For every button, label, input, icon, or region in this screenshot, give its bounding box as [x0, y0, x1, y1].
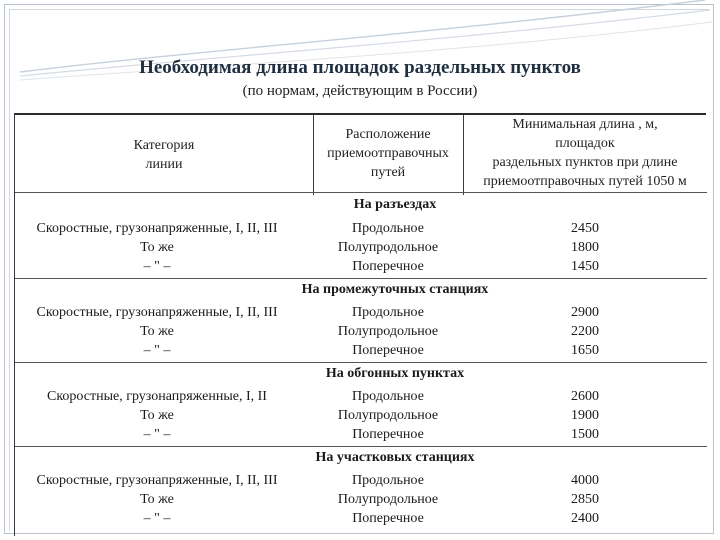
header-category: Категория линии [133, 138, 195, 172]
table-row-layout: Продольное [352, 389, 424, 404]
section-rule [15, 362, 707, 363]
table-row-length: 2900 [571, 305, 599, 320]
table-row-length: 1800 [571, 240, 599, 255]
page-title: Необходимая длина площадок раздельных пунктов [139, 57, 581, 78]
table-row-length: 1500 [571, 427, 599, 442]
table-row-category: Скоростные, грузонапряженные, I, II, III [36, 473, 278, 488]
table-row-length: 1450 [571, 259, 599, 274]
table-row-layout: Полупродольное [337, 408, 439, 423]
table-row-category: – " – [143, 259, 171, 274]
header-bottom-rule [15, 192, 707, 193]
table-row-length: 1900 [571, 408, 599, 423]
header-layout: Расположение приемоотправочных путей [327, 127, 449, 180]
table-row-layout: Поперечное [352, 511, 424, 526]
table-row-layout: Поперечное [352, 427, 424, 442]
table-row-length: 2850 [571, 492, 599, 507]
table-row-length: 2400 [571, 511, 599, 526]
table-row-category: То же [140, 492, 174, 507]
section-title: На промежуточных станциях [301, 282, 489, 297]
table-row-layout: Продольное [352, 473, 424, 488]
table-row-layout: Полупродольное [337, 492, 439, 507]
section-rule [15, 278, 707, 279]
table-row-category: То же [140, 408, 174, 423]
table-row-category: То же [140, 324, 174, 339]
table-row-length: 2450 [571, 221, 599, 236]
table-row-layout: Поперечное [352, 259, 424, 274]
section-title: На разъездах [353, 197, 437, 212]
table-row-category: – " – [143, 343, 171, 358]
table-row-category: – " – [143, 511, 171, 526]
table-row-length: 1650 [571, 343, 599, 358]
table-row-category: Скоростные, грузонапряженные, I, II, III [36, 221, 278, 236]
table-row-layout: Продольное [352, 305, 424, 320]
table-row-layout: Полупродольное [337, 240, 439, 255]
table-row-layout: Продольное [352, 221, 424, 236]
header-min-length: Минимальная длина , м, площадок раздельных пунктов при длине приемоотправочных путей 1050 м [483, 117, 687, 189]
table-row-length: 2200 [571, 324, 599, 339]
section-rule [15, 446, 707, 447]
table-row-layout: Полупродольное [337, 324, 439, 339]
section-title: На обгонных пунктах [325, 366, 465, 381]
table-row-category: Скоростные, грузонапряженные, I, II [47, 389, 267, 404]
table-row-category: То же [140, 240, 174, 255]
table-row-category: Скоростные, грузонапряженные, I, II, III [36, 305, 278, 320]
table-row-length: 4000 [571, 473, 599, 488]
table-row-length: 2600 [571, 389, 599, 404]
table-row-category: – " – [143, 427, 171, 442]
table-row-layout: Поперечное [352, 343, 424, 358]
data-table [14, 113, 706, 536]
page-subtitle: (по нормам, действующим в России) [242, 83, 478, 99]
section-title: На участковых станциях [315, 450, 475, 465]
